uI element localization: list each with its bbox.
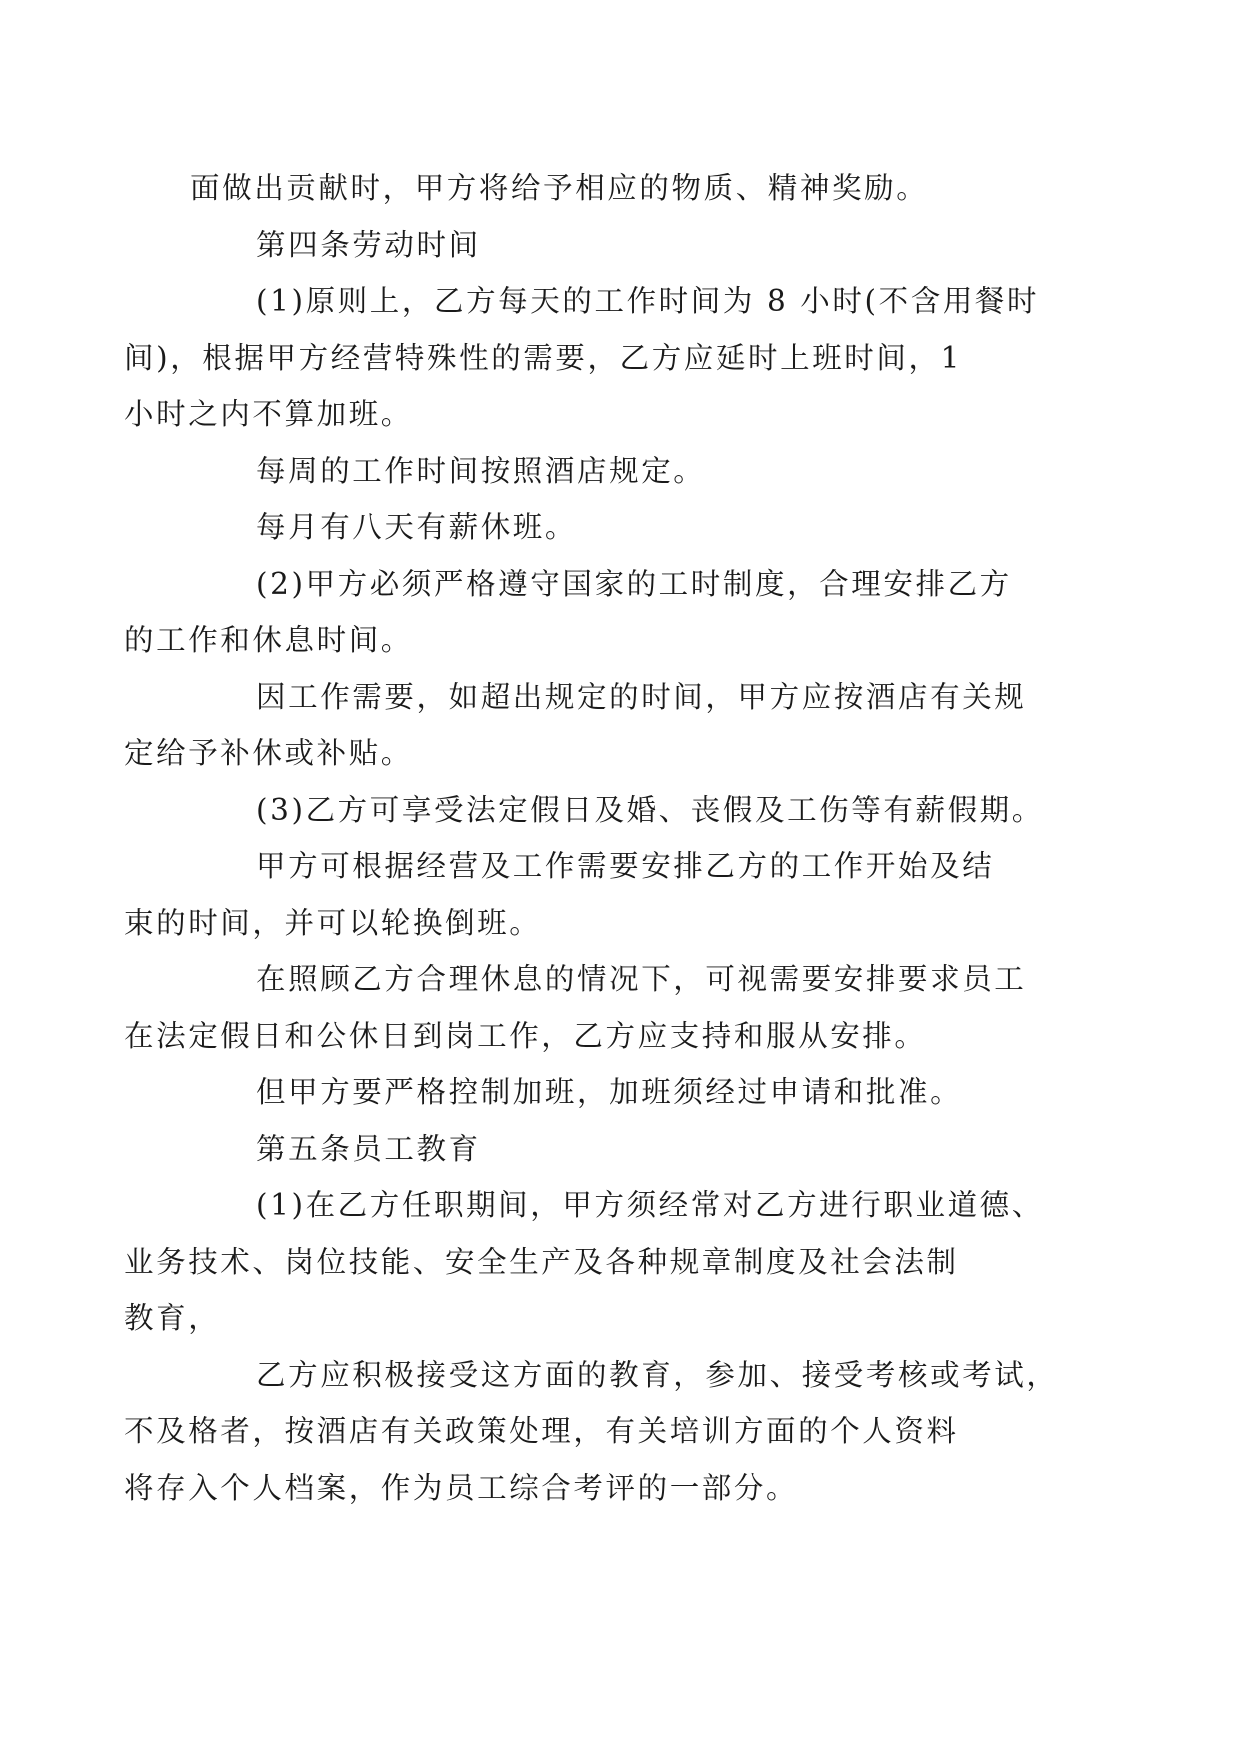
text-line: 在照顾乙方合理休息的情况下，可视需要安排要求员工 xyxy=(256,962,1027,996)
paragraph-continued xyxy=(190,160,1060,217)
paragraph xyxy=(124,556,1060,669)
paragraph xyxy=(124,951,1060,1064)
paragraph xyxy=(124,669,1060,782)
text-line: 间)，根据甲方经营特殊性的需要，乙方应延时上班时间，1 xyxy=(124,340,962,375)
text-line: 小时之内不算加班。 xyxy=(124,397,413,431)
text-line: (1)在乙方任职期间，甲方须经常对乙方进行职业道德、 xyxy=(256,1188,1044,1222)
article-heading-5 xyxy=(190,1121,1060,1178)
text-line: 面做出贡献时，甲方将给予相应的物质、精神奖励。 xyxy=(190,171,929,205)
paragraph xyxy=(190,499,1060,556)
text-line: 第五条员工教育 xyxy=(256,1131,481,1166)
paragraph xyxy=(124,838,1060,951)
text-line: 将存入个人档案，作为员工综合考评的一部分。 xyxy=(124,1470,799,1505)
text-line: 第四条劳动时间 xyxy=(256,227,481,262)
text-line: (1)原则上，乙方每天的工作时间为 8 小时(不含用餐时 xyxy=(256,284,1040,318)
paragraph xyxy=(124,273,1060,443)
text-line: 教育， xyxy=(124,1301,221,1335)
text-line: 每周的工作时间按照酒店规定。 xyxy=(256,453,706,488)
text-line: 不及格者，按酒店有关政策处理，有关培训方面的个人资料 xyxy=(124,1414,959,1448)
text-line: 甲方可根据经营及工作需要安排乙方的工作开始及结 xyxy=(256,849,995,883)
article-heading-4 xyxy=(190,217,1060,274)
text-line: 的工作和休息时间。 xyxy=(124,623,413,657)
text-line: 因工作需要，如超出规定的时间，甲方应按酒店有关规 xyxy=(256,679,1027,714)
text-line: 束的时间，并可以轮换倒班。 xyxy=(124,905,542,940)
text-line: (3)乙方可享受法定假日及婚、丧假及工伤等有薪假期。 xyxy=(256,792,1044,827)
paragraph xyxy=(124,1177,1060,1347)
paragraph xyxy=(190,1064,1060,1121)
text-line: 业务技术、岗位技能、安全生产及各种规章制度及社会法制 xyxy=(124,1244,959,1279)
text-line: 乙方应积极接受这方面的教育，参加、接受考核或考试， xyxy=(256,1357,1059,1392)
text-line: (2)甲方必须严格遵守国家的工时制度，合理安排乙方 xyxy=(256,566,1012,601)
paragraph xyxy=(190,443,1060,500)
paragraph xyxy=(124,1347,1060,1517)
text-line: 每月有八天有薪休班。 xyxy=(256,510,578,544)
document-body xyxy=(124,160,1060,1516)
paragraph xyxy=(190,782,1060,839)
text-line: 定给予补休或补贴。 xyxy=(124,736,413,770)
text-line: 在法定假日和公休日到岗工作，乙方应支持和服从安排。 xyxy=(124,1018,927,1053)
text-line: 但甲方要严格控制加班，加班须经过申请和批准。 xyxy=(256,1075,963,1109)
